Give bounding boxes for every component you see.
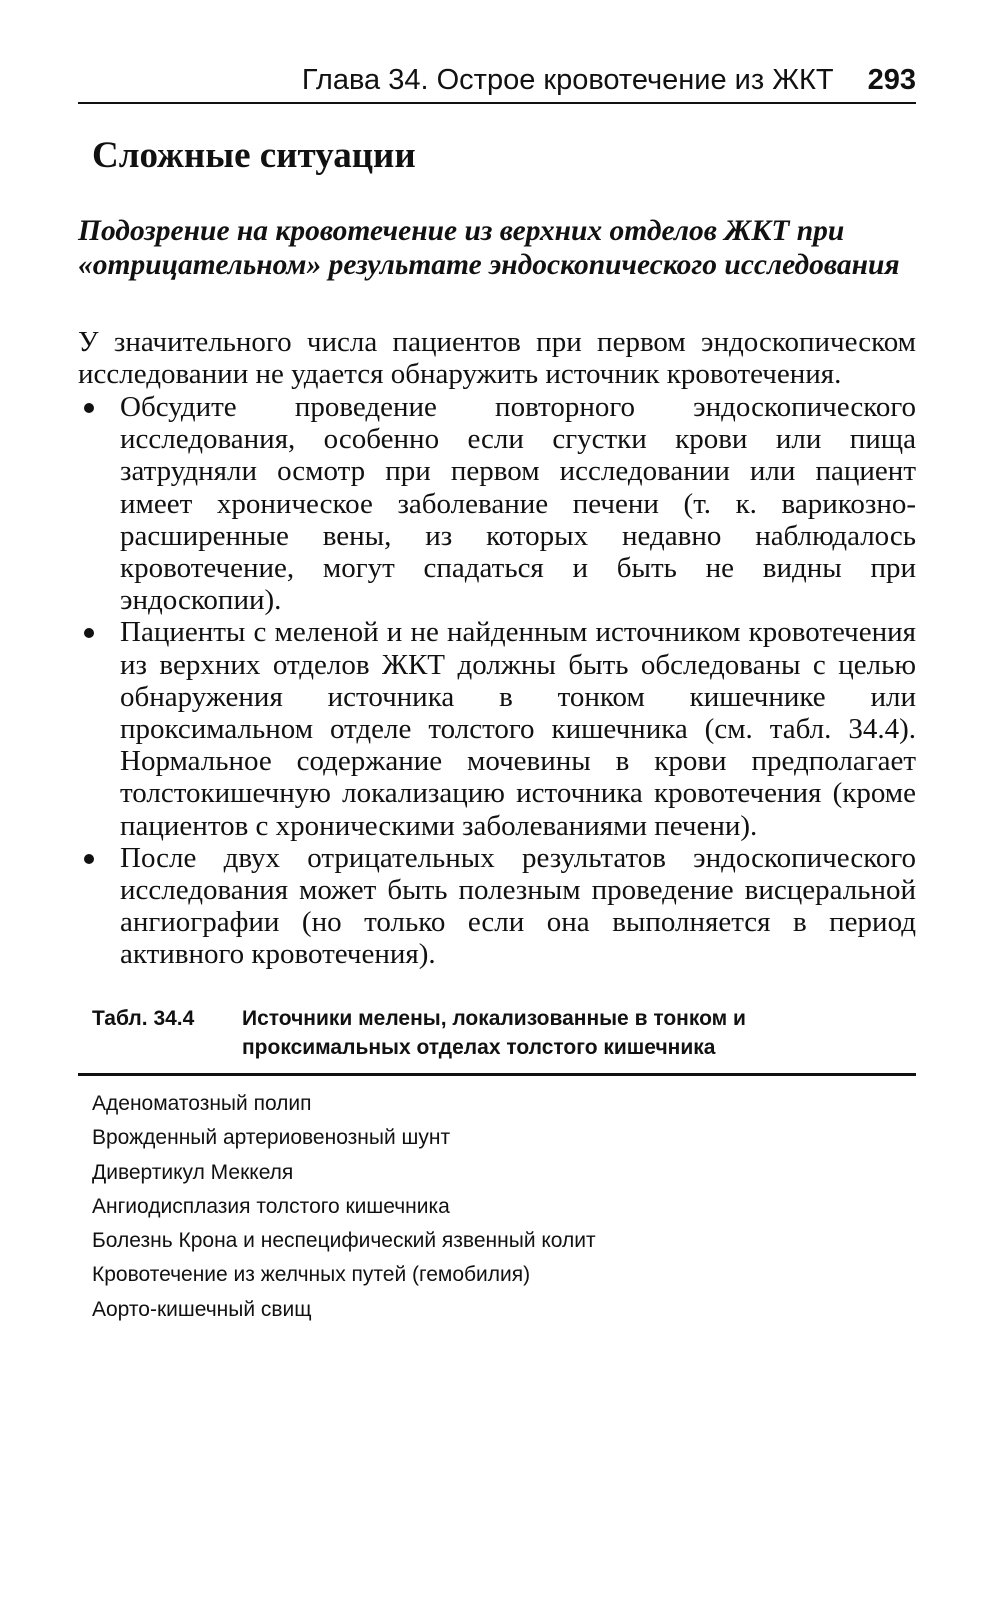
table-caption xyxy=(92,1004,916,1062)
list-item-text: Пациенты с меленой и не найденным источником кровотечения из верхних отделов ЖКТ должны быть обследованы с целью обнаружения источника в тонком кишечнике или проксимальном отделе толстого кишечника (см. табл. 34.4). Нормальное содержание мочевины в крови предполагает толстокишечную локализацию источника кровотечения (кроме пациентов с хроническими заболеваниями печени). xyxy=(120,616,916,842)
subsection-heading: Подозрение на кровотечение из верхних отделов ЖКТ при «отрицательном» результате эндоскопического исследования xyxy=(78,215,900,281)
table-row: Ангиодисплазия толстого кишечника xyxy=(92,1194,450,1218)
table-title: Источники мелены, локализованные в тонком и проксимальных отделах толстого кишечника xyxy=(242,1007,746,1059)
bullet-icon xyxy=(84,403,94,413)
running-header xyxy=(78,62,916,98)
page-number: 293 xyxy=(867,64,916,96)
table-row: Врожденный артериовенозный шунт xyxy=(92,1126,451,1150)
table-row: Болезнь Крона и неспецифический язвенный колит xyxy=(92,1229,596,1253)
section-title: Сложные ситуации xyxy=(92,135,416,176)
intro-paragraph: У значительного числа пациентов при первом эндоскопическом исследовании не удается обнаружить источник кровотечения. xyxy=(78,326,916,391)
list-item xyxy=(78,616,916,841)
table-row: Дивертикул Меккеля xyxy=(92,1160,294,1184)
list-item-text: Обсудите проведение повторного эндоскопического исследования, особенно если сгустки крови или пища затрудняли осмотр при первом исследовании или пациент имеет хроническое заболевание печени (т. к. варикозно-расширенные вены, из которых недавно наблюдалось кровотечение, могут спадаться и быть не видны при эндоскопии). xyxy=(120,391,916,617)
list-item-text: После двух отрицательных результатов эндоскопического исследования может быть полезным проведение висцеральной ангиографии (но только если она выполняется в период активного кровотечения). xyxy=(120,841,916,971)
table-label: Табл. 34.4 xyxy=(92,1007,195,1030)
table-divider xyxy=(78,1073,916,1076)
table-row: Аденоматозный полип xyxy=(92,1092,312,1115)
table-body xyxy=(92,1087,596,1327)
recommendation-list xyxy=(78,391,916,971)
bullet-icon xyxy=(84,628,94,638)
table-row: Кровотечение из желчных путей (гемобилия) xyxy=(92,1263,531,1287)
list-item xyxy=(78,842,916,971)
header-divider xyxy=(78,102,916,104)
table-row: Аорто-кишечный свищ xyxy=(92,1297,312,1321)
chapter-title: Глава 34. Острое кровотечение из ЖКТ xyxy=(301,64,834,96)
bullet-icon xyxy=(84,854,94,864)
list-item xyxy=(78,391,916,616)
